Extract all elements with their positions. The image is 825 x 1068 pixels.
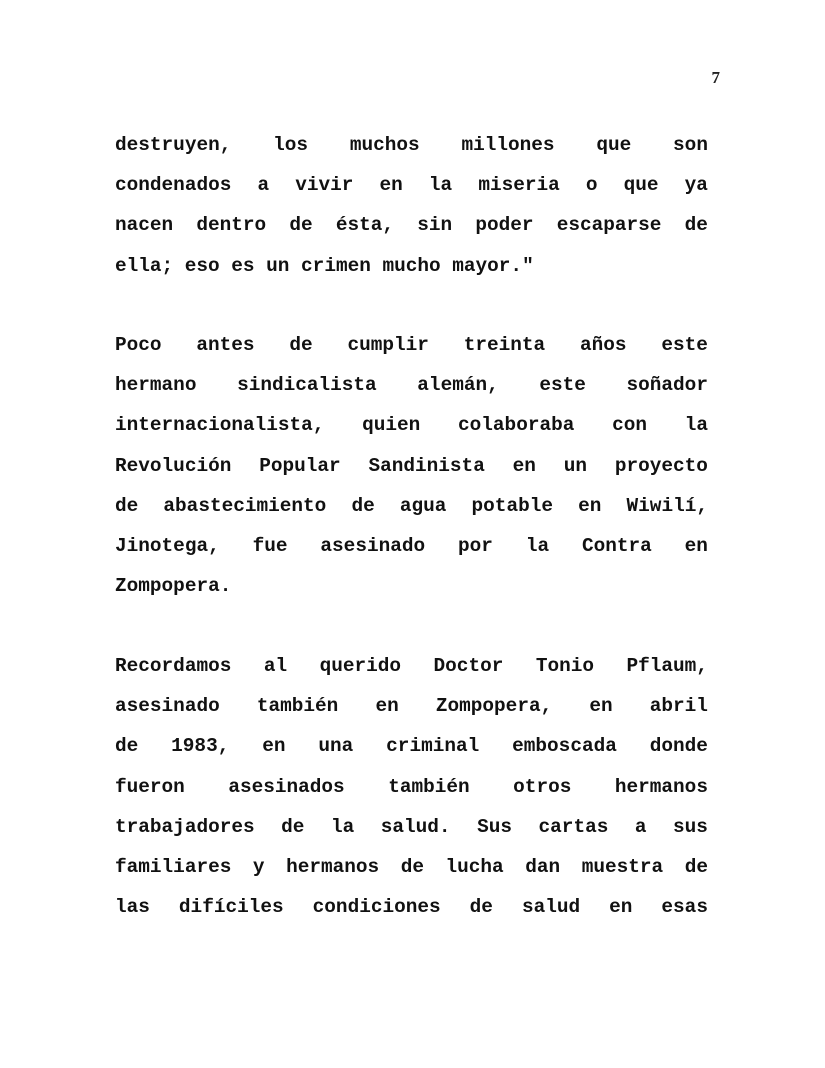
text-line bbox=[115, 526, 708, 566]
word: la bbox=[684, 414, 708, 437]
word: dentro bbox=[196, 214, 267, 237]
word: asesinados bbox=[228, 775, 345, 798]
text-line bbox=[115, 686, 708, 726]
text-line bbox=[115, 205, 708, 245]
word: una bbox=[318, 735, 354, 758]
word: esas bbox=[661, 896, 708, 919]
word: cartas bbox=[538, 815, 609, 838]
word: familiares bbox=[115, 856, 232, 879]
word: alemán, bbox=[417, 374, 499, 397]
word: la bbox=[330, 815, 355, 838]
word: los bbox=[273, 134, 309, 157]
text-line bbox=[115, 807, 708, 847]
word: de bbox=[289, 214, 313, 237]
word: de bbox=[400, 856, 424, 879]
word: de bbox=[115, 735, 139, 758]
word: también bbox=[388, 775, 470, 798]
word: salud bbox=[521, 896, 581, 919]
word: de bbox=[281, 815, 305, 838]
paragraph-quote-ending bbox=[115, 125, 708, 286]
word: abastecimiento bbox=[163, 494, 327, 517]
word: a bbox=[257, 174, 270, 197]
word: mayor." bbox=[452, 254, 534, 277]
word: eso bbox=[184, 254, 220, 277]
word: condenados bbox=[115, 174, 232, 197]
text-line bbox=[115, 405, 708, 445]
word: ella; bbox=[115, 254, 174, 277]
word: antes bbox=[196, 334, 255, 357]
word: un bbox=[563, 454, 588, 477]
word: hermanos bbox=[286, 856, 380, 879]
word: también bbox=[256, 695, 339, 718]
word: por bbox=[458, 535, 493, 558]
word: en bbox=[379, 174, 403, 197]
word: potable bbox=[471, 494, 553, 517]
paragraph-sindicalista bbox=[115, 325, 708, 606]
word: hermanos bbox=[614, 775, 708, 798]
word: ya bbox=[684, 174, 708, 197]
word: a bbox=[634, 815, 647, 838]
word: ésta, bbox=[335, 214, 395, 237]
text-line bbox=[115, 847, 708, 887]
word: lucha bbox=[445, 856, 504, 879]
word: Contra bbox=[581, 535, 652, 558]
word: abril bbox=[649, 695, 708, 718]
word: años bbox=[580, 334, 627, 357]
word: son bbox=[673, 134, 708, 157]
word: Sus bbox=[477, 815, 513, 838]
text-line bbox=[115, 566, 708, 606]
text-line bbox=[115, 646, 708, 686]
word: salud. bbox=[380, 815, 451, 838]
text-line bbox=[115, 365, 708, 405]
word: Recordamos bbox=[115, 655, 232, 678]
word: vivir bbox=[295, 174, 354, 197]
word: colaboraba bbox=[458, 414, 575, 437]
word: condiciones bbox=[312, 896, 441, 919]
word: y bbox=[252, 856, 265, 879]
text-line bbox=[115, 726, 708, 766]
word: de bbox=[115, 494, 139, 517]
word: en bbox=[589, 695, 613, 718]
text-line bbox=[115, 887, 708, 927]
word: Doctor bbox=[433, 655, 504, 678]
word: de bbox=[351, 494, 375, 517]
word: treinta bbox=[463, 334, 546, 357]
word: de bbox=[469, 896, 493, 919]
word: en bbox=[512, 454, 536, 477]
word: un bbox=[266, 254, 290, 277]
word: emboscada bbox=[512, 735, 617, 758]
word: Sandinista bbox=[368, 454, 485, 477]
word: en bbox=[609, 896, 633, 919]
word: proyecto bbox=[614, 454, 708, 477]
word: que bbox=[623, 174, 659, 197]
word: es bbox=[231, 254, 255, 277]
word: 1983, bbox=[171, 735, 230, 758]
word: poder bbox=[475, 214, 534, 237]
word: Revolución bbox=[115, 454, 232, 477]
word: Popular bbox=[259, 454, 341, 477]
word: asesinado bbox=[320, 535, 426, 558]
word: de bbox=[289, 334, 313, 357]
word: dan bbox=[525, 856, 561, 879]
word: que bbox=[596, 134, 632, 157]
word: agua bbox=[399, 494, 447, 517]
word: Zompopera. bbox=[115, 575, 232, 598]
word: internacionalista, bbox=[115, 414, 325, 437]
word: sus bbox=[673, 815, 708, 838]
word: donde bbox=[649, 735, 708, 758]
word: sin bbox=[417, 214, 453, 237]
word: Poco bbox=[115, 334, 162, 357]
word: al bbox=[263, 655, 288, 678]
text-line bbox=[115, 125, 708, 165]
text-line bbox=[115, 246, 708, 286]
word: en bbox=[375, 695, 399, 718]
word: mucho bbox=[382, 254, 441, 277]
word: cumplir bbox=[347, 334, 429, 357]
word: millones bbox=[461, 134, 555, 157]
word: este bbox=[661, 334, 708, 357]
word: quien bbox=[362, 414, 421, 437]
word: muestra bbox=[581, 856, 664, 879]
word: miseria bbox=[478, 174, 560, 197]
word: trabajadores bbox=[115, 815, 255, 838]
word: de bbox=[684, 214, 708, 237]
word: las bbox=[115, 896, 150, 919]
text-line bbox=[115, 486, 708, 526]
word: la bbox=[525, 535, 550, 558]
word: escaparse bbox=[556, 214, 662, 237]
word: criminal bbox=[386, 735, 480, 758]
word: Pflaum, bbox=[626, 655, 708, 678]
word: en bbox=[262, 735, 286, 758]
word: Wiwilí, bbox=[626, 494, 708, 517]
word: o bbox=[585, 174, 598, 197]
word: con bbox=[612, 414, 647, 437]
word: en bbox=[684, 535, 708, 558]
paragraph-tonio-pflaum bbox=[115, 646, 708, 927]
word: nacen bbox=[115, 214, 174, 237]
word: Tonio bbox=[535, 655, 595, 678]
text-line bbox=[115, 446, 708, 486]
text-line bbox=[115, 767, 708, 807]
text-line bbox=[115, 325, 708, 365]
word: en bbox=[578, 494, 602, 517]
word: sindicalista bbox=[237, 374, 377, 397]
word: fue bbox=[252, 535, 288, 558]
word: querido bbox=[319, 655, 402, 678]
text-line bbox=[115, 165, 708, 205]
word: muchos bbox=[349, 134, 420, 157]
word: este bbox=[539, 374, 586, 397]
page-number: 7 bbox=[711, 68, 720, 87]
word: otros bbox=[513, 775, 572, 798]
word: Zompopera, bbox=[435, 695, 553, 718]
word: fueron bbox=[115, 775, 185, 798]
word: hermano bbox=[115, 374, 197, 397]
word: la bbox=[428, 174, 453, 197]
word: crimen bbox=[301, 254, 371, 277]
word: Jinotega, bbox=[115, 535, 220, 558]
word: difíciles bbox=[178, 896, 284, 919]
word: asesinado bbox=[115, 695, 220, 718]
word: soñador bbox=[626, 374, 708, 397]
word: destruyen, bbox=[115, 134, 232, 157]
word: de bbox=[684, 856, 708, 879]
